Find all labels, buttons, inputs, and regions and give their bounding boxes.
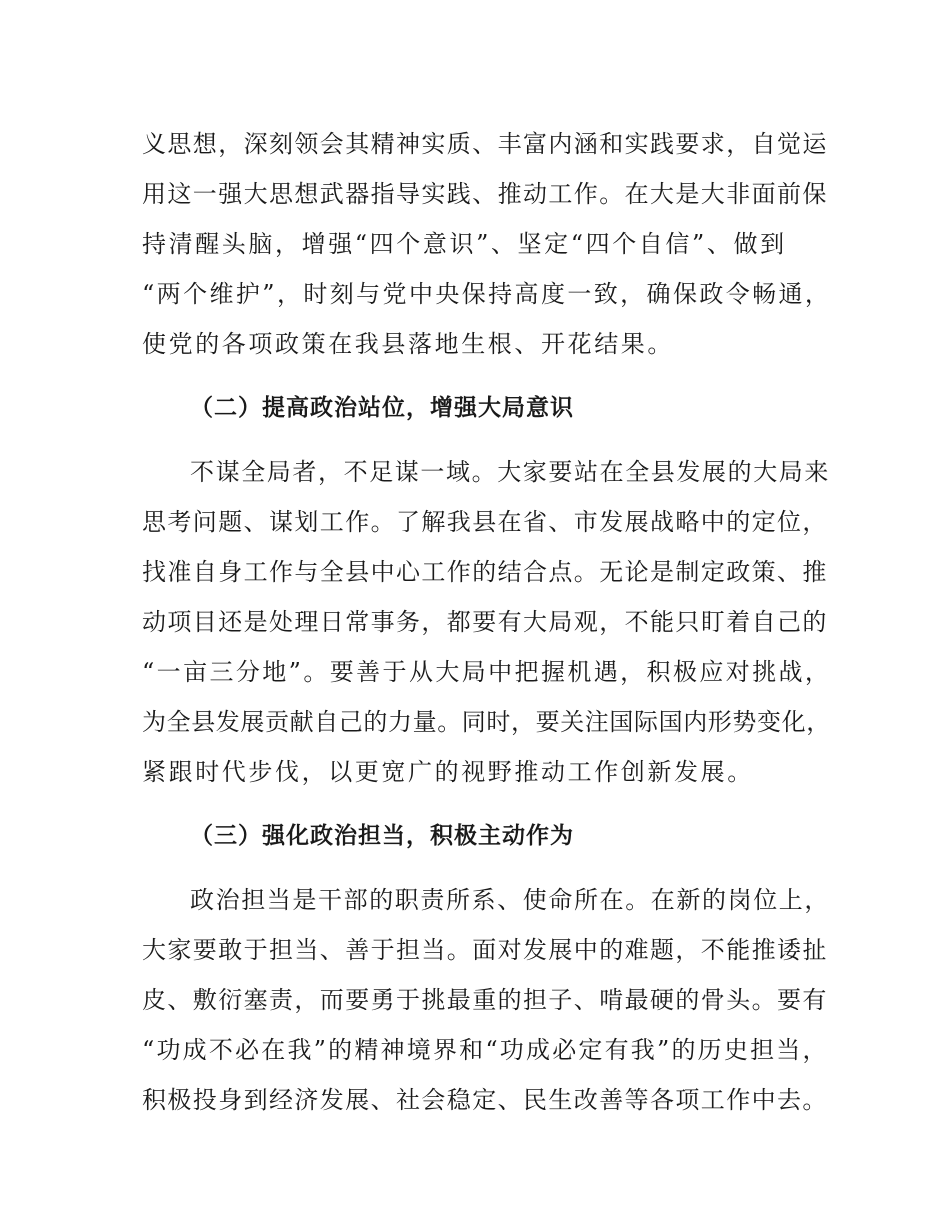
section-heading-3: （三）强化政治担当，积极主动作为 xyxy=(190,823,574,849)
paragraph-3-line-1: 政治担当是干部的职责所系、使命所在。在新的岗位上， xyxy=(190,886,830,914)
paragraph-1-line-3: 持清醒头脑，增强“四个意识”、坚定“四个自信”、做到 xyxy=(142,230,787,258)
section-heading-2: （二）提高政治站位，增强大局意识 xyxy=(190,395,574,421)
paragraph-2-line-6: 为全县发展贡献自己的力量。同时，要关注国际国内形势变化， xyxy=(142,708,831,736)
paragraph-3-line-2: 大家要敢于担当、善于担当。面对发展中的难题，不能推诿扯 xyxy=(142,936,828,964)
paragraph-1-line-2: 用这一强大思想武器指导实践、推动工作。在大是大非面前保 xyxy=(142,180,828,208)
paragraph-3-line-4: “功成不必在我”的精神境界和“功成必定有我”的历史担当， xyxy=(142,1036,829,1064)
paragraph-2-line-5: “一亩三分地”。要善于从大局中把握机遇，积极应对挑战， xyxy=(142,658,832,686)
paragraph-1-line-4: “两个维护”，时刻与党中央保持高度一致，确保政令畅通， xyxy=(142,280,832,308)
paragraph-1-line-5: 使党的各项政策在我县落地生根、开花结果。 xyxy=(142,330,674,358)
paragraph-1-line-1: 义思想，深刻领会其精神实质、丰富内涵和实践要求，自觉运 xyxy=(142,130,828,158)
paragraph-2-line-4: 动项目还是处理日常事务，都要有大局观，不能只盯着自己的 xyxy=(142,608,828,636)
paragraph-2-line-7: 紧跟时代步伐，以更宽广的视野推动工作创新发展。 xyxy=(142,758,754,786)
paragraph-2-line-3: 找准自身工作与全县中心工作的结合点。无论是制定政策、推 xyxy=(142,558,828,586)
paragraph-3-line-5: 积极投身到经济发展、社会稳定、民生改善等各项工作中去。 xyxy=(142,1086,828,1114)
paragraph-2-line-2: 思考问题、谋划工作。了解我县在省、市发展战略中的定位， xyxy=(142,508,828,536)
paragraph-3-line-3: 皮、敷衍塞责，而要勇于挑最重的担子、啃最硬的骨头。要有 xyxy=(142,986,828,1014)
paragraph-2-line-1: 不谋全局者，不足谋一域。大家要站在全县发展的大局来 xyxy=(190,458,830,486)
